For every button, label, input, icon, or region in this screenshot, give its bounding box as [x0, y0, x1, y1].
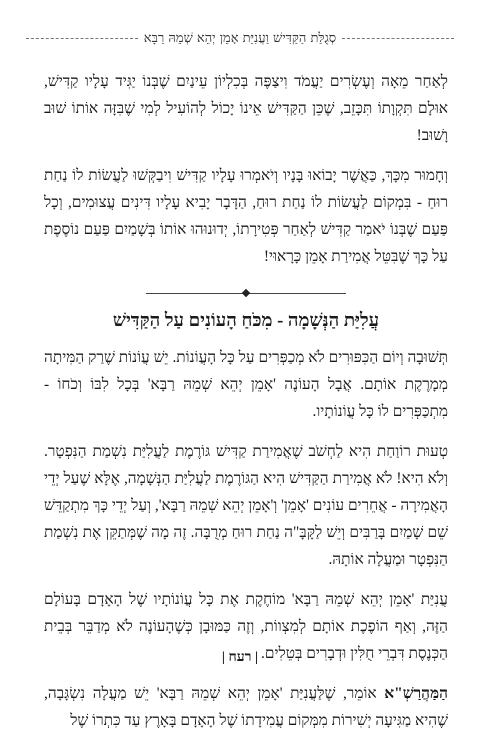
- page-number: | רעח |: [221, 650, 259, 665]
- paragraph: [44, 680, 448, 734]
- source-name: הַמַּהֲרַשְׁ"א: [384, 685, 448, 702]
- divider-line-left: [146, 293, 246, 294]
- page-body: [44, 68, 448, 747]
- divider-line-right: [246, 293, 346, 294]
- paragraph: וְחָמוּר מִכָּךְ, כַּאֲשֶׁר יָבוֹאוּ בָּנָיו וְיֹאמְרוּ עָלָיו קַדִּישׁ וִיבַקְּשׁוּ לַעֲשׂוֹת לוֹ נַחַת רוּחַ - בִּמְקוֹם לַעֲשׂוֹת לוֹ נַחַת רוּחַ, הַדָּבָר יָבִיא עָלָיו דִּינִים עֲצוּמִים, וְכָל פַּעַם שֶׁבְּנוֹ יֹאמַר קַדִּישׁ לְאַחַר פְּטִירָתוֹ, יְדוּנוּהוּ אוֹתוֹ בְּשָׁמַיִם פַּעַם נוֹסֶפֶת עַל כָּךְ שֶׁבִּטֵּל אֲמִירַת אָמֵן כָּרָאוּי!: [44, 167, 448, 265]
- paragraph: לְאַחַר מֵאָה וְעֶשְׂרִים יַעֲמֹד וִיצַפֶּה בְּכִלְיוֹן עֵינַיִם שֶׁבְּנוֹ יַגִּיד עָלָיו קַדִּישׁ, אוּלָם תִּקְוָתוֹ תִּכָּזֵב, שֶׁכֵּן הַקַּדִּישׁ אֵינוֹ יָכוֹל לְהוֹעִיל לְמִי שֶׁבִּזָּה אוֹתוֹ שׁוּב וָשׁוּב!: [44, 73, 448, 144]
- diamond-ornament-icon: [242, 289, 250, 297]
- paragraph: עֲנִיַּת 'אָמֵן יְהֵא שְׁמֵהּ רַבָּא' מוֹחֶקֶת אֶת כָּל עֲוֹנוֹתָיו שֶׁל הָאָדָם בָּעוֹלָם הַזֶּה, וְאַף הוֹפֶכֶת אוֹתָם לְמִצְווֹת, וְזֶה כַּמּוּבָן כְּשֶׁהָעוֹנֶה לֹא מְדַבֵּר בְּבֵית הַכְּנֶסֶת דִּבְרֵי חֻלִּין וּדְבָרִים בְּטֵלִים.: [44, 591, 448, 662]
- section-title: עֲלִיַּת הַנְּשָׁמָה - מִכֹּחַ הָעוֹנִים עַל הַקַּדִּישׁ: [112, 311, 380, 331]
- ornament-divider: [44, 290, 448, 296]
- paragraph: תְּשׁוּבָה וְיוֹם הַכִּפּוּרִים לֹא מְכַפְּרִים עַל כָּל הָעֲוֹנוֹת. יֵשׁ עֲוֹנוֹת שֶׁרַק הַמִּיתָה מְמָרֶקֶת אוֹתָם. אֲבָל הָעוֹנֶה 'אָמֵן יְהֵא שְׁמֵהּ רַבָּא' בְּכָל לִבּוֹ וְכֹחוֹ - מִתְכַּפְּרִים לוֹ כָּל עֲוֹנוֹתָיו.: [44, 349, 448, 420]
- running-header: [26, 30, 454, 46]
- paragraph: טְעוּת רוֹוַחַת הִיא לַחְשֹׁב שֶׁאֲמִירַת קַדִּישׁ גּוֹרֶמֶת לַעֲלִיַּת נִשְׁמַת הַנִּפְטָר. וְלֹא הִיא! לֹא אֲמִירַת הַקַּדִּישׁ הִיא הַגּוֹרֶמֶת לַעֲלִיַּת הַנְּשָׁמָה, אֶלָּא שֶׁעַל יְדֵי הָאֲמִירָה - אֲחֵרִים עוֹנִים 'אָמֵן' וְ'אָמֵן יְהֵא שְׁמֵהּ רַבָּא', וְעַל יְדֵי כָּךְ מִתְקַדֵּשׁ שֵׁם שָׁמַיִם בָּרַבִּים וְיֵשׁ לַקָּבָּ"ה נַחַת רוּחַ מְרֻבָּה. זֶה מָה שֶׁמְּתַקֵּן אֶת נִשְׁמַת הַנִּפְטָר וּמַעֲלָה אוֹתָהּ.: [44, 443, 448, 568]
- running-title: סְגֻלַּת הַקַּדִּישׁ וַעֲנִיַּת אָמֵן יְהֵא שְׁמֵהּ רַבָּא: [143, 31, 337, 46]
- header-rule-left: [26, 38, 138, 39]
- header-rule-right: [342, 38, 454, 39]
- paragraph-text: אוֹמֵר, שֶׁלַּעֲנִיַּת 'אָמֵן יְהֵא שְׁמֵהּ רַבָּא' יֵשׁ מַעֲלָה נִשְׂגָּבָה, שֶׁהִיא מַגִּיעָה יְשִׁירוֹת מִמְּקוֹם עֲמִידָתוֹ שֶׁל הָאָדָם בָּאָרֶץ עַד כִּתְרוֹ שֶׁל: [44, 685, 448, 729]
